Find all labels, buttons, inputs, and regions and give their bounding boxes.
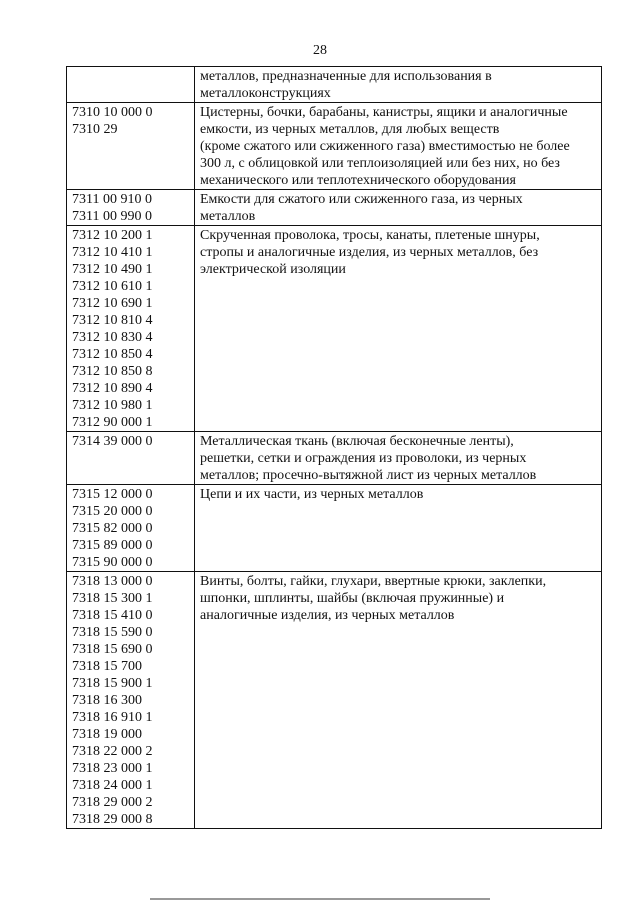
table-row	[67, 572, 602, 829]
tn-ved-code: 7318 15 700	[72, 659, 142, 674]
tn-ved-code: 7318 29 000 8	[72, 812, 153, 827]
table-row	[67, 226, 602, 432]
tn-ved-code: 7315 89 000 0	[72, 538, 153, 553]
code-cell	[67, 190, 195, 226]
description-line: шпонки, шплинты, шайбы (включая пружинные) и	[200, 591, 505, 606]
tn-ved-code: 7318 19 000	[72, 727, 142, 742]
description-line: Металлическая ткань (включая бесконечные ленты),	[200, 434, 514, 449]
tn-ved-code: 7314 39 000 0	[72, 434, 153, 449]
tn-ved-code: 7318 15 900 1	[72, 676, 153, 691]
table-row	[67, 67, 602, 103]
scan-edge-mark	[150, 898, 490, 905]
description-line: решетки, сетки и ограждения из проволоки, из черных	[200, 451, 527, 466]
tn-ved-code: 7318 15 410 0	[72, 608, 153, 623]
description-line: механического или теплотехнического оборудования	[200, 173, 516, 188]
description-cell	[195, 67, 602, 103]
tn-ved-code: 7312 10 980 1	[72, 398, 153, 413]
code-cell	[67, 103, 195, 190]
tn-ved-code: 7318 15 590 0	[72, 625, 153, 640]
tn-ved-code: 7312 10 810 4	[72, 313, 153, 328]
tn-ved-code: 7312 10 490 1	[72, 262, 153, 277]
tn-ved-code: 7318 15 690 0	[72, 642, 153, 657]
tn-ved-code: 7311 00 910 0	[72, 192, 152, 207]
tn-ved-code: 7315 82 000 0	[72, 521, 153, 536]
description-line: Емкости для сжатого или сжиженного газа, из черных	[200, 192, 523, 207]
description-line: аналогичные изделия, из черных металлов	[200, 608, 455, 623]
tn-ved-code: 7318 24 000 1	[72, 778, 153, 793]
description-line: Цистерны, бочки, барабаны, канистры, ящики и аналогичные	[200, 105, 568, 120]
tn-ved-code: 7311 00 990 0	[72, 209, 152, 224]
table-row	[67, 190, 602, 226]
description-cell	[195, 432, 602, 485]
description-line: 300 л, с облицовкой или теплоизоляцией или без них, но без	[200, 156, 560, 171]
tn-ved-code: 7312 10 410 1	[72, 245, 153, 260]
code-cell	[67, 432, 195, 485]
description-cell	[195, 190, 602, 226]
tn-ved-code: 7318 16 910 1	[72, 710, 153, 725]
commodity-code-table	[66, 66, 602, 829]
description-line: металлоконструкциях	[200, 86, 331, 101]
description-line: металлов; просечно-вытяжной лист из черных металлов	[200, 468, 537, 483]
tn-ved-code: 7318 13 000 0	[72, 574, 153, 589]
tn-ved-code: 7318 22 000 2	[72, 744, 153, 759]
code-cell	[67, 485, 195, 572]
description-cell	[195, 103, 602, 190]
page-number: 28	[313, 43, 327, 58]
tn-ved-code: 7312 10 610 1	[72, 279, 153, 294]
tn-ved-code: 7310 10 000 0	[72, 105, 153, 120]
tn-ved-code: 7312 10 690 1	[72, 296, 153, 311]
tn-ved-code: 7318 29 000 2	[72, 795, 153, 810]
tn-ved-code: 7315 20 000 0	[72, 504, 153, 519]
description-line: металлов, предназначенные для использования в	[200, 69, 492, 84]
table-row	[67, 485, 602, 572]
description-line: (кроме сжатого или сжиженного газа) вместимостью не более	[200, 139, 570, 154]
description-line: Цепи и их части, из черных металлов	[200, 487, 424, 502]
tn-ved-code: 7312 90 000 1	[72, 415, 153, 430]
description-cell	[195, 572, 602, 829]
table-row	[67, 103, 602, 190]
description-cell	[195, 226, 602, 432]
tn-ved-code: 7315 12 000 0	[72, 487, 153, 502]
description-line: Скрученная проволока, тросы, канаты, плетеные шнуры,	[200, 228, 540, 243]
tn-ved-code: 7310 29	[72, 122, 118, 137]
tn-ved-code: 7318 15 300 1	[72, 591, 153, 606]
tn-ved-code: 7312 10 830 4	[72, 330, 153, 345]
tn-ved-code: 7312 10 200 1	[72, 228, 153, 243]
tn-ved-code: 7312 10 850 8	[72, 364, 153, 379]
description-line: емкости, из черных металлов, для любых веществ	[200, 122, 500, 137]
code-cell	[67, 226, 195, 432]
tn-ved-code: 7312 10 890 4	[72, 381, 153, 396]
code-cell	[67, 67, 195, 103]
tn-ved-code: 7318 16 300	[72, 693, 142, 708]
table-body	[67, 67, 602, 829]
tn-ved-code: 7312 10 850 4	[72, 347, 153, 362]
description-line: Винты, болты, гайки, глухари, ввертные крюки, заклепки,	[200, 574, 547, 589]
description-line: электрической изоляции	[200, 262, 346, 277]
table-row	[67, 432, 602, 485]
description-cell	[195, 485, 602, 572]
code-cell	[67, 572, 195, 829]
description-line: стропы и аналогичные изделия, из черных металлов, без	[200, 245, 539, 260]
tn-ved-code: 7315 90 000 0	[72, 555, 153, 570]
description-line: металлов	[200, 209, 256, 224]
tn-ved-code: 7318 23 000 1	[72, 761, 153, 776]
